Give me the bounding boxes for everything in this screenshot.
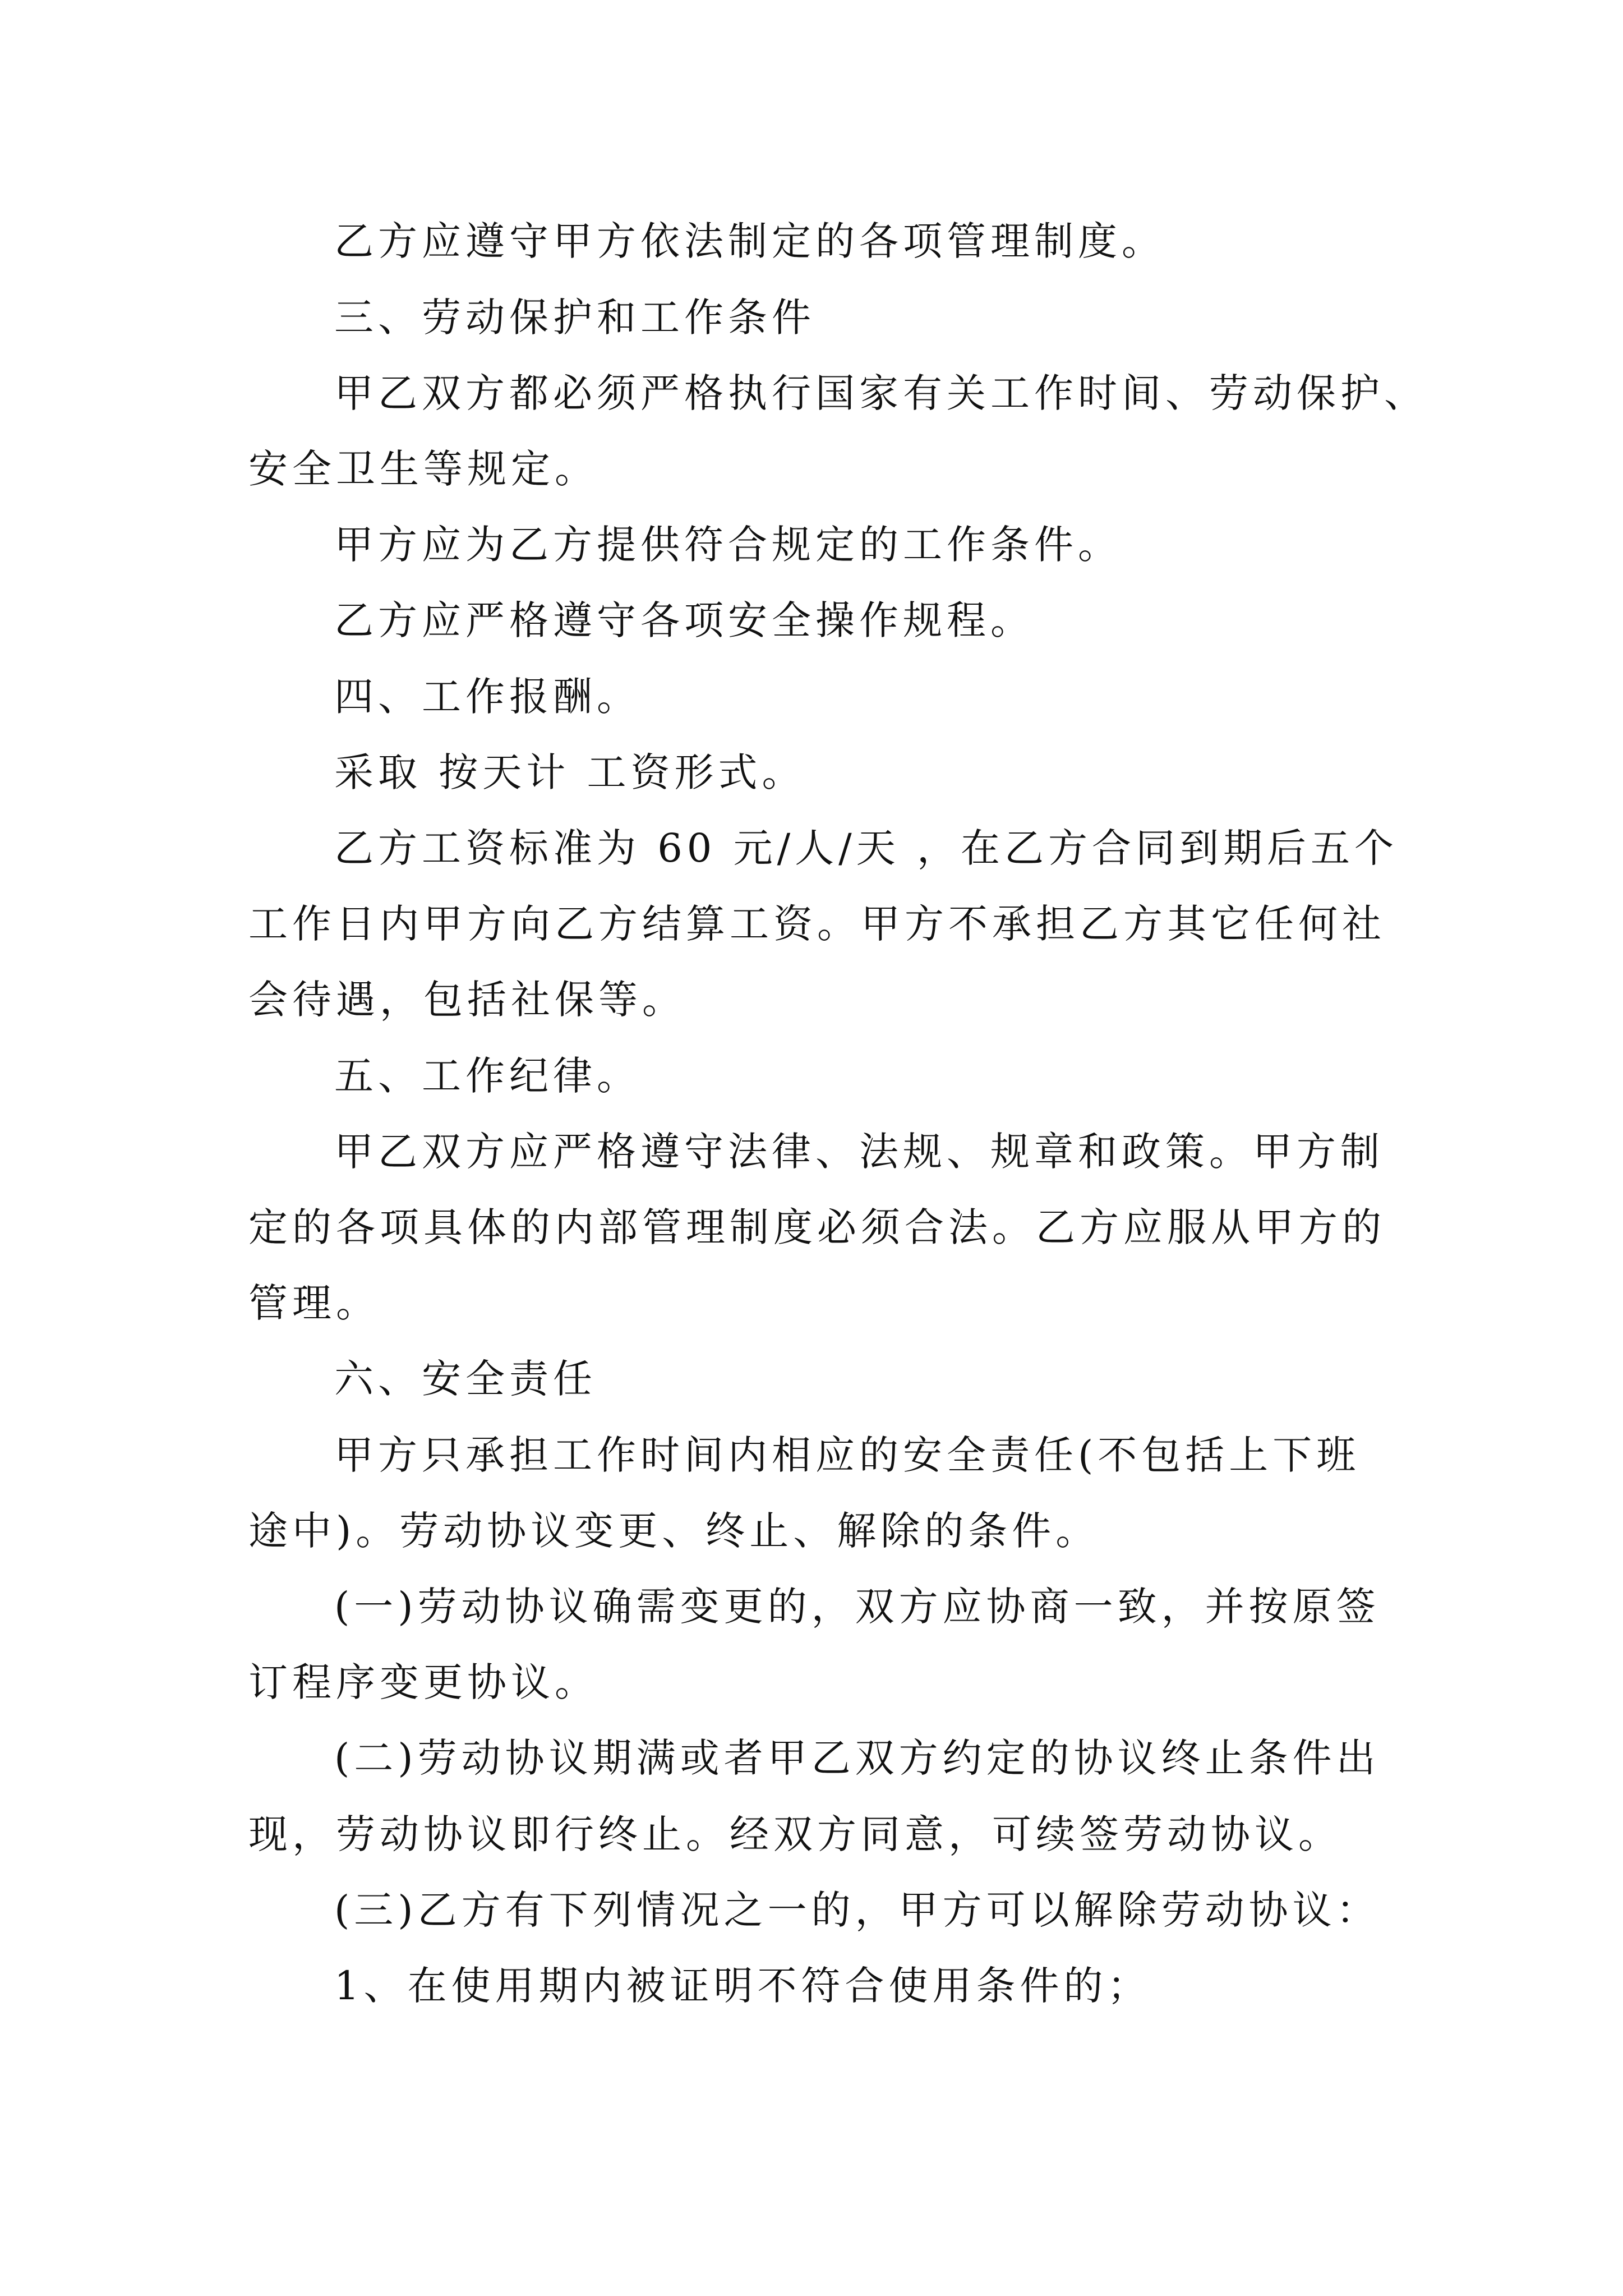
text-line-5: 甲方应为乙方提供符合规定的工作条件。 — [334, 522, 1122, 568]
text-line-4: 安全卫生等规定。 — [248, 446, 598, 492]
text-line-8: 采取 按天计 工资形式。 — [334, 749, 806, 795]
text-line-13: 甲乙双方应严格遵守法律、法规、规章和政策。甲方制 — [334, 1129, 1384, 1175]
section-heading-5: 五、工作纪律。 — [334, 1053, 640, 1099]
text-line-11: 会待遇，包括社保等。 — [248, 977, 686, 1023]
text-line-18: 途中)。劳动协议变更、终止、解除的条件。 — [248, 1508, 1100, 1554]
section-heading-6: 六、安全责任 — [334, 1356, 597, 1402]
text-line-24: 1、在使用期内被证明不符合使用条件的； — [334, 1963, 1151, 2009]
text-line-23: (三)乙方有下列情况之一的，甲方可以解除劳动协议： — [334, 1887, 1380, 1933]
text-line-21: (二)劳动协议期满或者甲乙双方约定的协议终止条件出 — [334, 1735, 1380, 1781]
text-line-3: 甲乙双方都必须严格执行国家有关工作时间、劳动保护、 — [334, 370, 1428, 416]
text-line-14: 定的各项具体的内部管理制度必须合法。乙方应服从甲方的 — [248, 1204, 1386, 1250]
text-line-19: (一)劳动协议确需变更的，双方应协商一致，并按原签 — [334, 1584, 1380, 1630]
text-line-22: 现，劳动协议即行终止。经双方同意，可续签劳动协议。 — [248, 1811, 1342, 1857]
text-line-9: 乙方工资标准为 60 元/人/天 ，在乙方合同到期后五个 — [334, 825, 1398, 871]
text-line-1: 乙方应遵守甲方依法制定的各项管理制度。 — [334, 218, 1165, 264]
text-line-10: 工作日内甲方向乙方结算工资。甲方不承担乙方其它任何社 — [248, 901, 1386, 947]
text-line-20: 订程序变更协议。 — [248, 1659, 598, 1705]
text-line-6: 乙方应严格遵守各项安全操作规程。 — [334, 597, 1034, 643]
text-line-15: 管理。 — [248, 1280, 380, 1326]
text-line-17: 甲方只承担工作时间内相应的安全责任(不包括上下班 — [334, 1432, 1361, 1478]
section-heading-3: 三、劳动保护和工作条件 — [334, 295, 815, 341]
section-heading-4: 四、工作报酬。 — [334, 674, 640, 720]
